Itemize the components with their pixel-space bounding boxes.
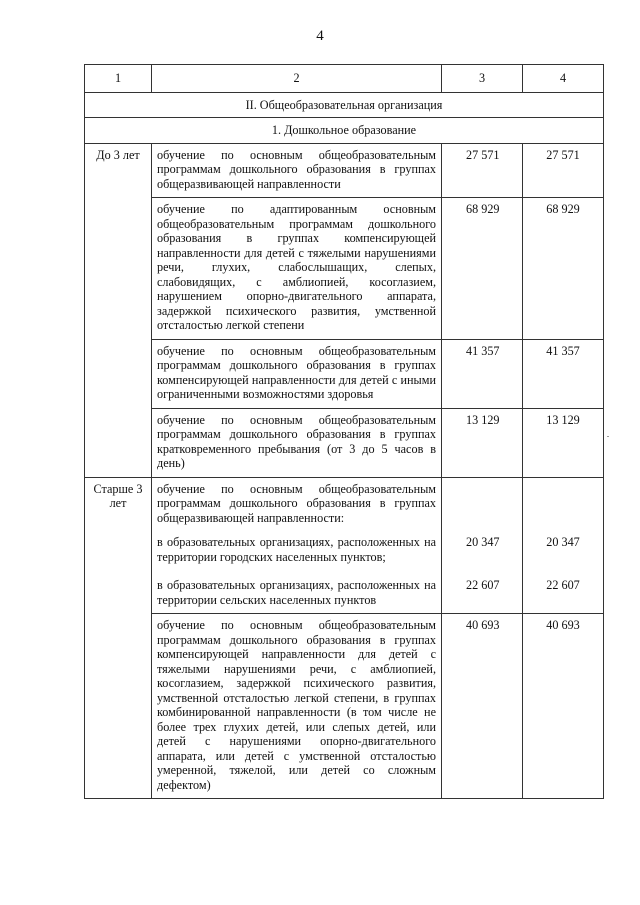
row-description-sub: в образовательных организациях, расположенных на территории сельских населенных пунктов bbox=[152, 570, 442, 614]
row-value-col3: 22 607 bbox=[442, 570, 523, 614]
row-value-col3: 41 357 bbox=[442, 339, 523, 408]
header-col-1: 1 bbox=[85, 65, 152, 93]
row-value-col4: 22 607 bbox=[523, 570, 604, 614]
age-group-under-3: До 3 лет bbox=[85, 143, 152, 477]
table-row bbox=[85, 198, 604, 340]
row-value-col4 bbox=[523, 477, 604, 525]
subsection-row bbox=[85, 118, 604, 144]
header-col-3: 3 bbox=[442, 65, 523, 93]
row-value-col3 bbox=[442, 477, 523, 525]
age-group-over-3: Старше 3 лет bbox=[85, 477, 152, 799]
row-description: обучение по основным общеобразовательным программам дошкольного образования в группах компенсирующей направленности для детей с иными ограниченными возможностями здоровья bbox=[152, 339, 442, 408]
row-description: обучение по адаптированным основным общеобразовательным программам дошкольного образования в группах компенсирующей направленности для детей с тяжелыми нарушениями речи, глухих, слабослышащих, слепых, слабовидящих, с амблиопией, косоглазием, нарушением опорно-двигательного аппарата, задержкой психического развития, умственной отсталостью легкой степени bbox=[152, 198, 442, 340]
table-row bbox=[85, 525, 604, 570]
row-description-sub: в образовательных организациях, расположенных на территории городских населенных пунктов; bbox=[152, 525, 442, 570]
row-value-col4: 20 347 bbox=[523, 525, 604, 570]
row-description: обучение по основным общеобразовательным программам дошкольного образования в группах компенсирующей направленности для детей с тяжелыми нарушениями речи, с амблиопией, косоглазием, задержкой психического развития, умственной отсталостью легкой степени, в группах комбинированной направленности (в том числе не более трех глухих детей, или слепых детей, или детей с нарушениями опорно-двигательного аппарата, или детей с умственной отсталостью умеренной, тяжелой, или детей со сложным дефектом) bbox=[152, 614, 442, 799]
row-value-col4: 27 571 bbox=[523, 143, 604, 198]
page-number: 4 bbox=[316, 28, 324, 44]
row-description: обучение по основным общеобразовательным программам дошкольного образования в группах общеразвивающей направленности bbox=[152, 143, 442, 198]
row-value-col4: 13 129 bbox=[523, 408, 604, 477]
row-description-intro: обучение по основным общеобразовательным программам дошкольного образования в группах общеразвивающей направленности: bbox=[152, 477, 442, 525]
row-value-col4: 40 693 bbox=[523, 614, 604, 799]
table-row bbox=[85, 339, 604, 408]
row-description: обучение по основным общеобразовательным программам дошкольного образования в группах кратковременного пребывания (от 3 до 5 часов в день) bbox=[152, 408, 442, 477]
table-row bbox=[85, 408, 604, 477]
table-row bbox=[85, 614, 604, 799]
header-col-4: 4 bbox=[523, 65, 604, 93]
header-col-2: 2 bbox=[152, 65, 442, 93]
row-value-col3: 68 929 bbox=[442, 198, 523, 340]
row-value-col4: 68 929 bbox=[523, 198, 604, 340]
tariff-table bbox=[84, 64, 604, 799]
table-row bbox=[85, 477, 604, 525]
table-row bbox=[85, 570, 604, 614]
header-row bbox=[85, 65, 604, 93]
row-value-col3: 27 571 bbox=[442, 143, 523, 198]
row-value-col3: 40 693 bbox=[442, 614, 523, 799]
row-value-col3: 13 129 bbox=[442, 408, 523, 477]
table-row bbox=[85, 143, 604, 198]
subsection-title: 1. Дошкольное образование bbox=[85, 118, 604, 144]
row-value-col4: 41 357 bbox=[523, 339, 604, 408]
section-title: II. Общеобразовательная организация bbox=[85, 92, 604, 118]
row-value-col3: 20 347 bbox=[442, 525, 523, 570]
section-row bbox=[85, 92, 604, 118]
scan-mark bbox=[607, 436, 609, 437]
